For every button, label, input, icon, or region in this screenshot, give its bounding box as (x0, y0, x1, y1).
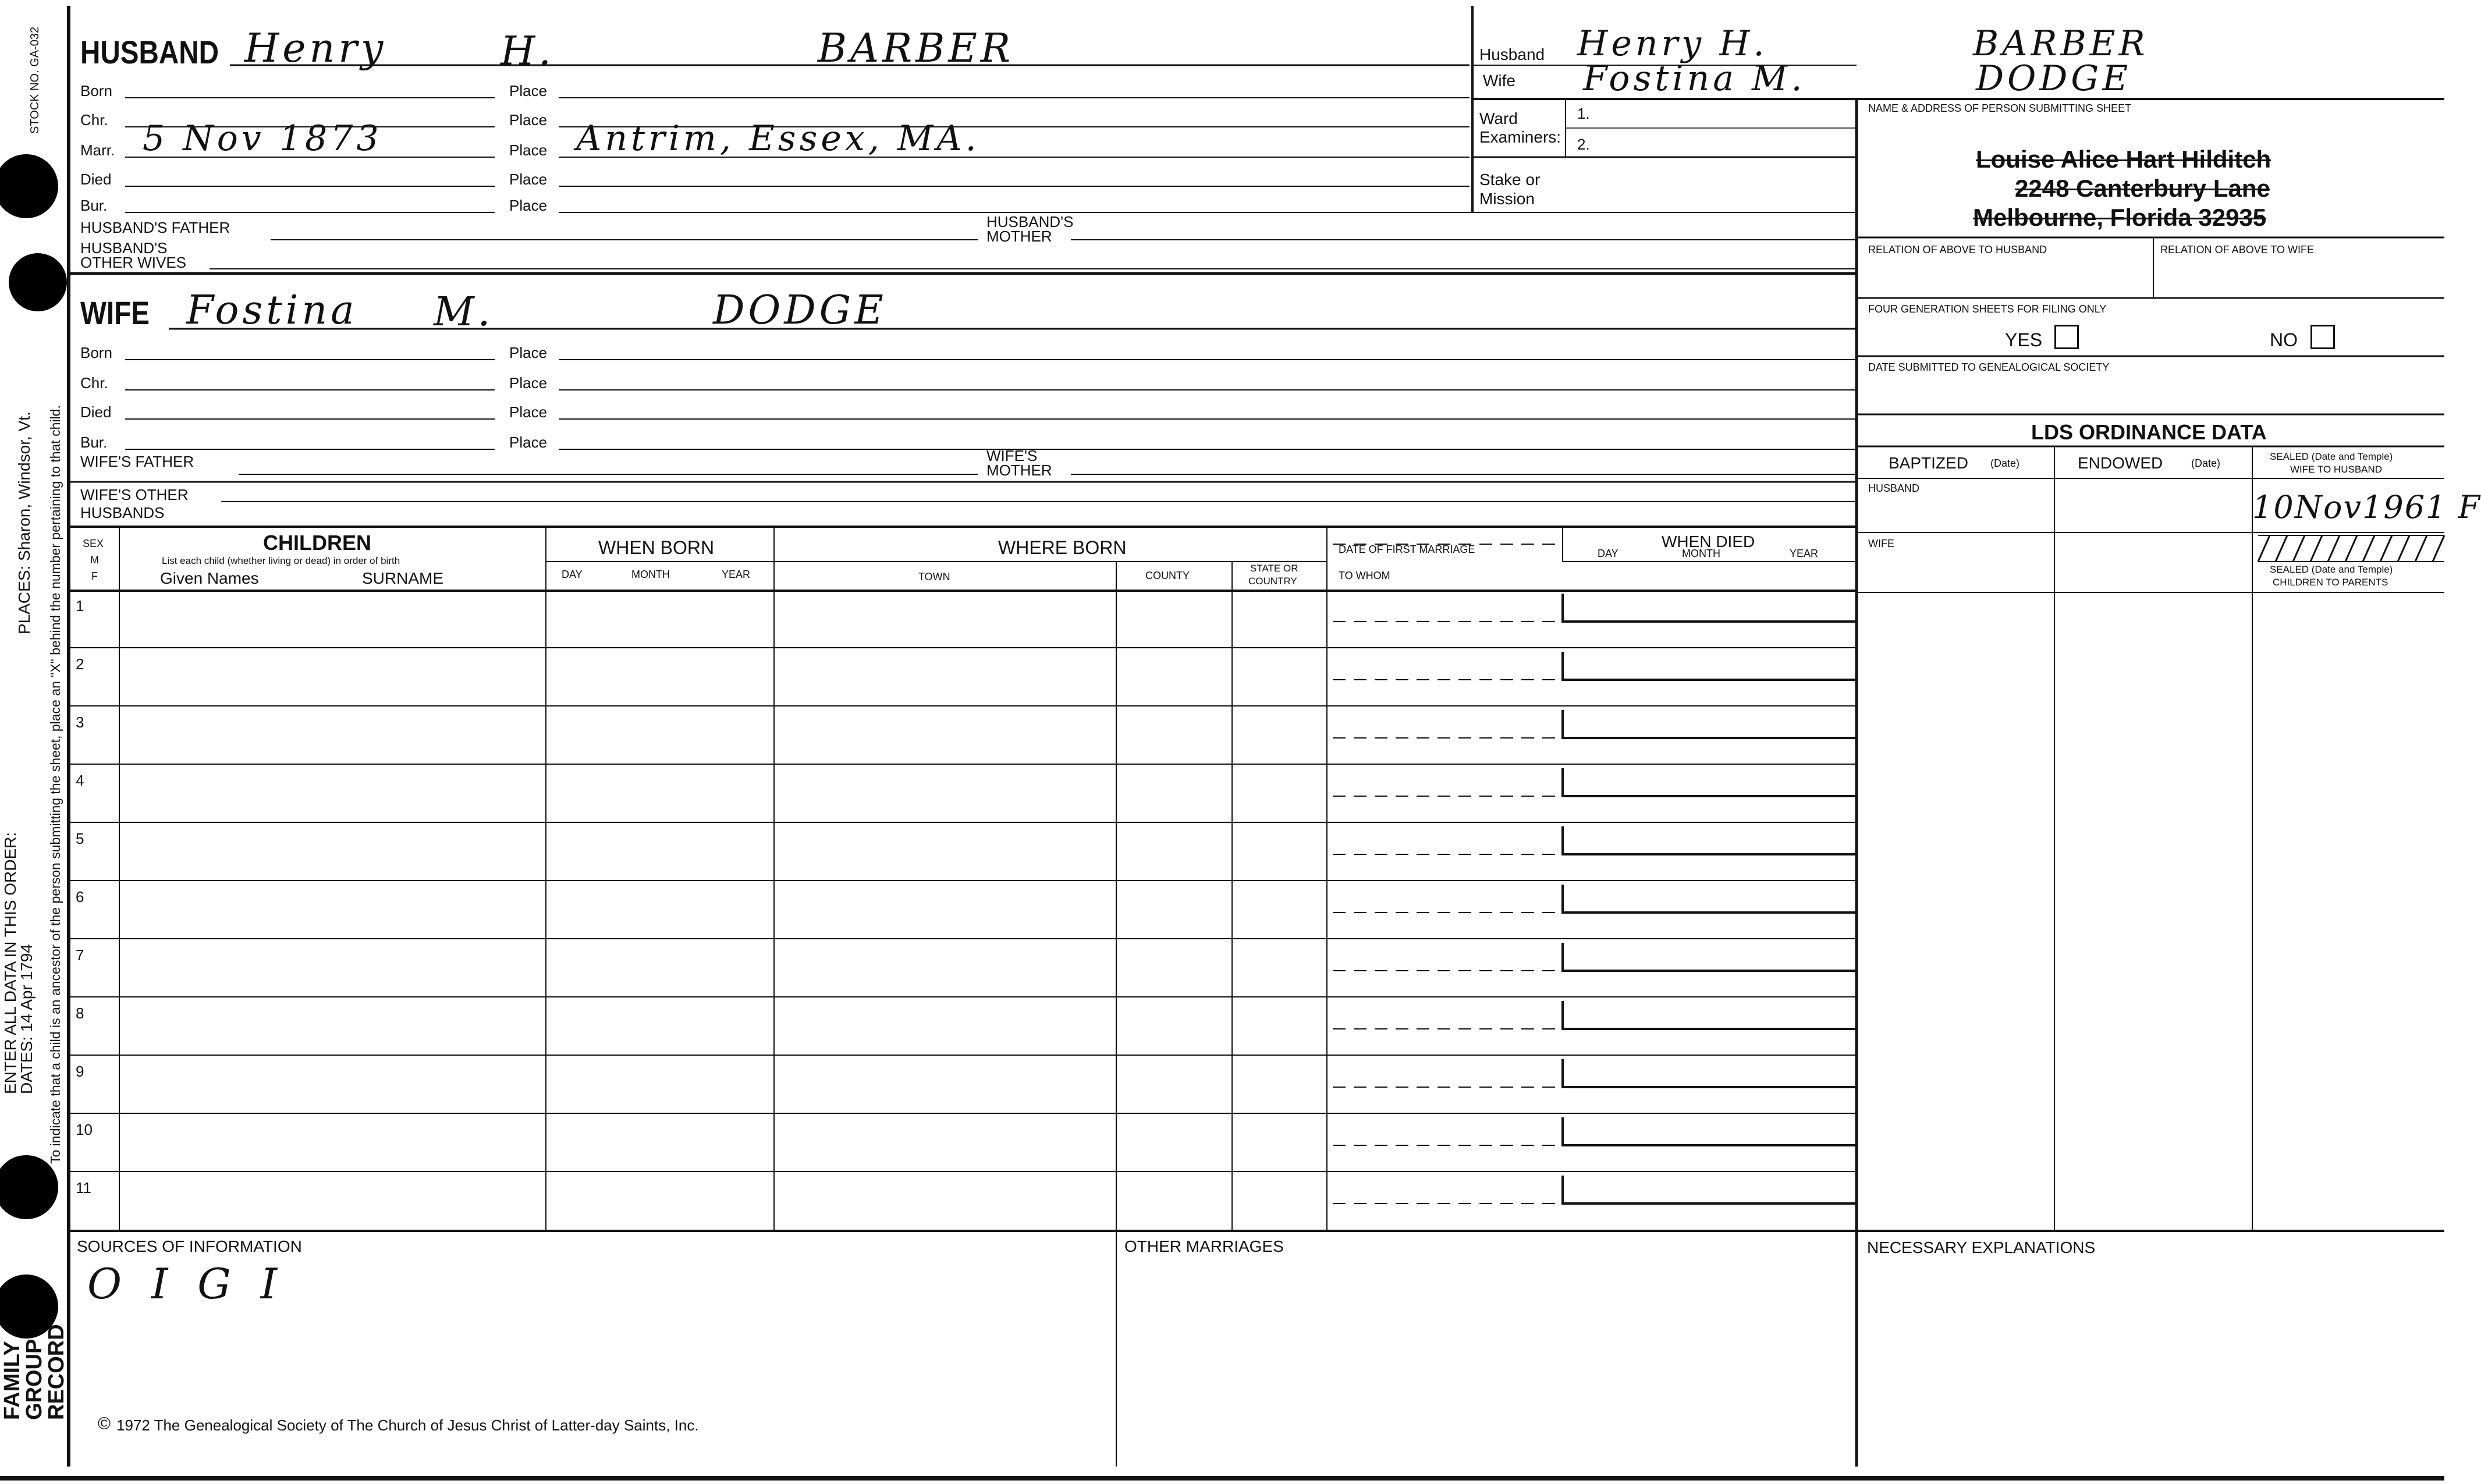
wife-label: WIFE (80, 294, 150, 331)
husband-died-label: Died (80, 171, 112, 188)
town-label: TOWN (918, 571, 950, 583)
husbands-other-wives-label: HUSBAND'S (80, 239, 168, 257)
relation-wife-label: RELATION OF ABOVE TO WIFE (2160, 244, 2315, 255)
header-wife-label: Wife (1483, 72, 1515, 90)
submitter-street[interactable]: 2248 Canterbury Lane (2015, 175, 2270, 202)
relation-husband-label: RELATION OF ABOVE TO HUSBAND (1868, 244, 2047, 255)
endowed-date-label: (Date) (2191, 457, 2221, 469)
where-born-header: WHERE BORN (998, 537, 1127, 558)
baptized-label: BAPTIZED (1889, 454, 1968, 472)
sealed-w2h-label-2: WIFE TO HUSBAND (2290, 464, 2383, 475)
child-row-number: 10 (76, 1121, 93, 1138)
ward-label: Ward (1479, 109, 1518, 127)
four-generation-label: FOUR GENERATION SHEETS FOR FILING ONLY (1868, 303, 2107, 315)
husband-given-name[interactable]: Henry (244, 26, 387, 72)
country-label: COUNTRY (1248, 576, 1297, 587)
submitter-city[interactable]: Melbourne, Florida 32935 (1973, 204, 2267, 231)
header-husband-given[interactable]: Henry H. (1577, 23, 1768, 64)
submitter-name[interactable]: Louise Alice Hart Hilditch (1976, 145, 2271, 173)
sex-m-label: M (90, 554, 99, 566)
first-marriage-label: DATE OF FIRST MARRIAGE (1339, 544, 1475, 555)
surname-label: SURNAME (362, 569, 444, 587)
wife-bur-place-label: Place (509, 434, 548, 451)
lds-husband-label: HUSBAND (1868, 482, 1920, 494)
sealed-c2p-label-2: CHILDREN TO PARENTS (2273, 577, 2388, 588)
sealed-c2p-label: SEALED (Date and Temple) (2270, 564, 2393, 575)
husband-bur-place-label: Place (509, 197, 548, 214)
when-born-header: WHEN BORN (598, 537, 715, 558)
child-row-number: 7 (76, 946, 84, 964)
marriage-date[interactable]: 5 Nov 1873 (143, 118, 382, 159)
date-submitted-label: DATE SUBMITTED TO GENEALOGICAL SOCIETY (1868, 361, 2110, 373)
sources-label: SOURCES OF INFORMATION (77, 1237, 302, 1255)
wife-bur-label: Bur. (80, 434, 108, 451)
child-row-number: 8 (76, 1004, 84, 1022)
endowed-label: ENDOWED (2078, 454, 2163, 472)
examiner-2[interactable]: 2. (1577, 136, 1590, 153)
husband-middle-initial[interactable]: H. (501, 29, 555, 74)
copyright-symbol: © (98, 1414, 111, 1433)
marriage-place[interactable]: Antrim, Essex, MA. (576, 118, 980, 159)
form-title-group: GROUP (22, 1339, 47, 1420)
child-row-number: 2 (76, 655, 84, 673)
county-label: COUNTY (1145, 570, 1190, 581)
necessary-explanations-label: NECESSARY EXPLANATIONS (1867, 1238, 2096, 1256)
husbands-mother-label-2: MOTHER (986, 228, 1052, 245)
wife-died-place-label: Place (509, 403, 548, 421)
child-row-number: 4 (76, 772, 84, 789)
child-row-number: 3 (76, 713, 84, 731)
enter-order-note: ENTER ALL DATA IN THIS ORDER: (1, 832, 19, 1094)
yes-checkbox[interactable] (2054, 325, 2079, 349)
sealed-value[interactable]: 10Nov1961 F (2252, 489, 2481, 526)
wifes-father-label: WIFE'S FATHER (80, 453, 194, 470)
sealed-w2h-label: SEALED (Date and Temple) (2270, 451, 2393, 462)
examiner-1[interactable]: 1. (1577, 105, 1590, 122)
wifes-other-husbands-label-2: HUSBANDS (80, 504, 165, 521)
wife-middle-initial[interactable]: M. (434, 289, 494, 335)
examiners-label: Examiners: (1479, 128, 1561, 146)
husband-bur-label: Bur. (80, 197, 108, 214)
when-died-header: WHEN DIED (1662, 532, 1755, 551)
born-day-label: DAY (562, 569, 583, 580)
yes-label: YES (2005, 329, 2043, 350)
children-note: List each child (whether living or dead) in order of birth (162, 555, 400, 566)
no-label: NO (2270, 329, 2298, 350)
husband-marr-label: Marr. (80, 141, 115, 159)
husband-died-place-label: Place (509, 171, 548, 188)
husbands-mother-label: HUSBAND'S (986, 213, 1074, 230)
given-names-label: Given Names (160, 569, 259, 587)
husband-born-label: Born (80, 82, 112, 100)
sources-value[interactable]: O I G I (87, 1259, 286, 1308)
baptized-date-label: (Date) (1990, 457, 2020, 469)
wife-born-label: Born (80, 344, 112, 361)
to-whom-label: TO WHOM (1339, 570, 1390, 581)
died-day-label: DAY (1598, 548, 1618, 559)
header-wife-surname[interactable]: DODGE (1976, 58, 2132, 99)
mission-label: Mission (1479, 190, 1535, 208)
places-note: PLACES: Sharon, Windsor, Vt. (15, 411, 33, 634)
husband-label: HUSBAND (80, 34, 219, 70)
child-row-number: 11 (76, 1179, 91, 1197)
husband-chr-label: Chr. (80, 111, 108, 129)
born-year-label: YEAR (722, 569, 751, 580)
husbands-father-label: HUSBAND'S FATHER (80, 219, 230, 236)
child-row-number: 1 (76, 597, 84, 615)
husband-marr-place-label: Place (509, 141, 548, 159)
died-year-label: YEAR (1790, 548, 1819, 559)
stake-label: Stake or (1479, 171, 1541, 189)
form-title-record: RECORD (44, 1324, 69, 1420)
lds-wife-label: WIFE (1868, 538, 1894, 549)
child-row-number: 9 (76, 1063, 84, 1080)
wifes-mother-label: WIFE'S (986, 447, 1038, 464)
other-marriages-label: OTHER MARRIAGES (1124, 1237, 1284, 1255)
wifes-mother-label-2: MOTHER (986, 461, 1052, 479)
stock-number: STOCK NO. GA-032 (29, 26, 41, 134)
ancestor-note: To indicate that a child is an ancestor of the person submitting the sheet, place an "X" behind the number pertaining to that child. (48, 405, 63, 1164)
sex-f-label: F (91, 570, 98, 582)
header-wife-given[interactable]: Fostina M. (1583, 58, 1806, 99)
child-row-number: 5 (76, 830, 84, 847)
child-row-number: 6 (76, 888, 84, 906)
husband-born-place-label: Place (509, 82, 548, 100)
dates-note: DATES: 14 Apr 1794 (17, 944, 36, 1094)
husbands-other-wives-label-2: OTHER WIVES (80, 254, 187, 271)
no-checkbox[interactable] (2310, 325, 2335, 349)
header-husband-label: Husband (1479, 45, 1545, 63)
died-month-label: MONTH (1682, 548, 1720, 559)
wife-chr-label: Chr. (80, 374, 108, 392)
wifes-other-husbands-label: WIFE'S OTHER (80, 486, 189, 503)
wife-surname[interactable]: DODGE (713, 287, 887, 333)
sex-label: SEX (83, 538, 104, 549)
children-header: CHILDREN (263, 531, 371, 555)
husband-chr-place-label: Place (509, 111, 548, 129)
wife-died-label: Died (80, 403, 112, 421)
header-husband-surname[interactable]: BARBER (1973, 23, 2149, 64)
state-label: STATE OR (1250, 563, 1298, 574)
copyright-text: 1972 The Genealogical Society of The Church of Jesus Christ of Latter-day Saints, Inc. (116, 1416, 699, 1434)
husband-surname[interactable]: BARBER (818, 26, 1014, 72)
wife-born-place-label: Place (509, 344, 548, 361)
born-month-label: MONTH (631, 569, 670, 580)
form-title-family: FAMILY (0, 1341, 24, 1420)
wife-chr-place-label: Place (509, 374, 548, 392)
wife-given-name[interactable]: Fostina (186, 287, 358, 333)
submitter-label: NAME & ADDRESS OF PERSON SUBMITTING SHEET (1868, 102, 2132, 114)
lds-title: LDS ORDINANCE DATA (2031, 420, 2267, 444)
